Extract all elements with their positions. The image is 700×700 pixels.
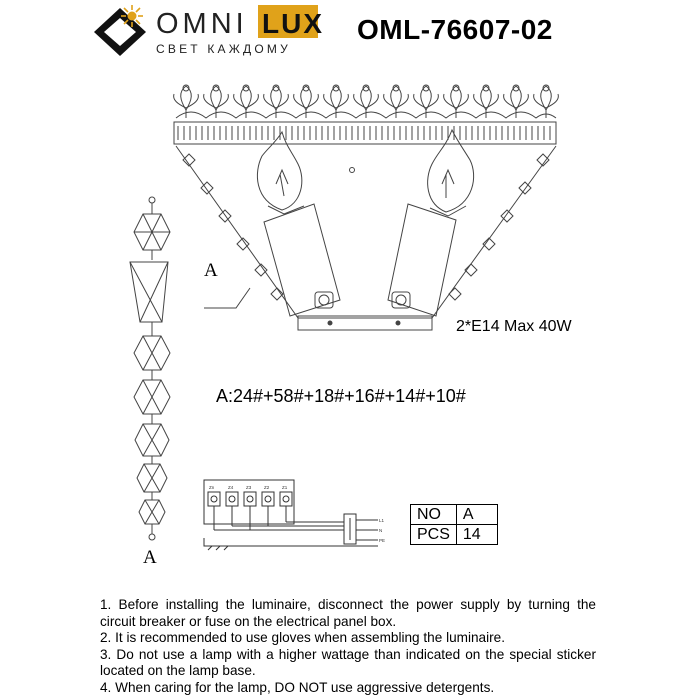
table-cell: 14 [456, 525, 497, 545]
callout-leader [204, 288, 250, 308]
callout-letter-a: A [204, 260, 218, 281]
terminal-label: Z2 [264, 485, 270, 490]
crystal-drops [183, 154, 549, 300]
safety-notes [100, 597, 596, 697]
table-cell: A [456, 505, 497, 525]
model-number: OML-76607-02 [357, 14, 553, 45]
line-label: N [379, 528, 383, 533]
note-1-line-1: 1. Before installing the luminaire, disconnect the power supply by turning the [100, 597, 596, 612]
parts-table [410, 504, 498, 545]
fixture-band [174, 122, 556, 144]
line-label: L1 [379, 518, 385, 523]
chain-end-letter-a: A [143, 547, 157, 568]
terminal-label: Z4 [228, 485, 234, 490]
fixture-body-outline [176, 146, 556, 318]
crown-ornament [174, 85, 559, 118]
note-1-line-2: circuit breaker or fuse on the electrical panel box. [100, 613, 397, 629]
brand-tagline: СВЕТ КАЖДОМУ [156, 42, 291, 56]
terminal-label: Z3 [246, 485, 252, 490]
bulb-right [388, 130, 474, 316]
terminal-label: Z1 [282, 485, 288, 490]
terminal-label: Zn [209, 485, 215, 490]
note-3-line-1: 3. Do not use a lamp with a higher wattage than indicated on the special sticker [100, 646, 596, 662]
table-row [411, 525, 498, 545]
table-row [411, 505, 498, 525]
line-label: PE [379, 538, 386, 543]
bulb-left [257, 132, 340, 316]
lamp-spec: 2*E14 Max 40W [456, 318, 572, 335]
fixture-drawing [0, 60, 700, 580]
crystal-chain [130, 197, 170, 540]
terminal-block [208, 492, 292, 506]
brand-name-lux: LUX [262, 8, 324, 39]
note-3-line-2: located on the lamp base. [100, 663, 256, 679]
crystal-prism [130, 262, 168, 322]
note-4: 4. When caring for the lamp, DO NOT use aggressive detergents. [100, 679, 495, 695]
chain-formula: A:24#+58#+18#+16#+14#+10# [216, 386, 466, 406]
sun-icon [121, 5, 143, 27]
table-cell: PCS [411, 525, 457, 545]
brand-name-omni: OMNI [156, 8, 248, 40]
table-cell: NO [411, 505, 457, 525]
note-2: 2. It is recommended to use gloves when assembling the luminaire. [100, 630, 505, 646]
wiring-diagram [204, 480, 378, 550]
